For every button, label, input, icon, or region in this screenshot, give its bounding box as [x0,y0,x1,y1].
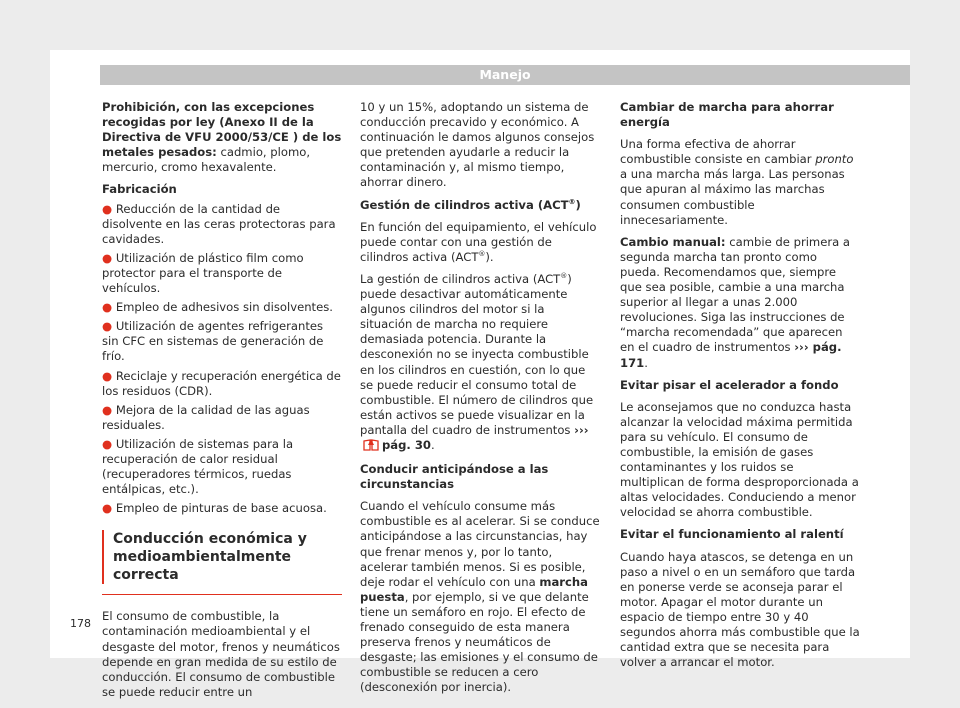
list-item-text: Mejora de la calidad de las aguas residuales. [102,402,310,432]
page-reference-link[interactable]: ››› pág. 171 [620,340,842,370]
bullet-dot-icon: ● [102,201,113,216]
anticipation-heading: Conducir anticipándose a las circunstancias [360,462,549,492]
fabrication-heading: Fabricación [102,182,177,197]
heavy-metals-paragraph [102,100,342,175]
list-item-text: Utilización de sistemas para la recuperación de calor residual (recuperadores térmicos, ruedas entálpicas, etc.). [102,436,294,497]
list-item-text: Empleo de pinturas de base acuosa. [115,501,327,516]
accelerator-heading: Evitar pisar el acelerador a fondo [620,377,839,392]
bullet-dot-icon: ● [102,319,113,334]
paragraph: Cuando haya atascos, se detenga en un paso a nivel o en un semáforo que tarda en ponerse verde se aconseja parar el motor. Apagar el motor durante un espacio de tiempo entre 30 y 40 segundos ahorra más combustible que la cantidad extra que se necesita para volver a arrancar el motor. [620,549,860,670]
list-item [102,319,342,364]
paragraph: Cuando el vehículo consume más combustible es al acelerar. Si se conduce anticipándose a las circunstancias, hay que frenar menos y, por lo tanto, acelerar también menos. Si es posible, deje rodar el vehículo con una marcha puesta, por ejemplo, si ve que delante tiene un semáforo en rojo. El efecto de frenado conseguido de esta manera preserva frenos y neumáticos de desgaste; las emisiones y el consumo de combustible se reducen a cero (desconexión por inercia). [360,499,600,695]
paragraph: Una forma efectiva de ahorrar combustible consiste en cambiar pronto a una marcha más larga. Las personas que apuran al máximo las marchas consumen combustible innecesariamente. [620,137,854,227]
column-1 [102,100,342,707]
bullet-dot-icon: ● [102,436,113,451]
list-item-text: Utilización de plástico film como protector para el transporte de vehículos. [102,250,304,296]
bullet-dot-icon: ● [102,250,113,265]
list-item [102,251,342,296]
list-item-text: Empleo de adhesivos sin disolventes. [115,300,333,315]
paragraph: La gestión de cilindros activa (ACT®) puede desactivar automáticamente algunos cilindros del motor si la situación de marcha no requiere demasiada potencia. Durante la desconexión no se inyecta combustible en los cilindros en cuestión, con lo que se puede reducir el consumo total de combustible. El número de cilindros que están activos se puede visualizar en la pantalla del cuadro de instrumentos ›››pág. 30. [360,272,600,455]
bullet-dot-icon: ● [102,300,113,315]
column-3 [620,100,860,677]
list-item [102,202,342,247]
chapter-header: Manejo [100,65,910,85]
act-heading: Gestión de cilindros activa (ACT®) [360,197,581,212]
section-paragraph: El consumo de combustible, la contaminación medioambiental y el desgaste del motor, frenos y neumáticos depende en gran medida de su estilo de conducción. El consumo de combustible se puede reducir entre un [102,609,340,699]
paragraph: Le aconsejamos que no conduzca hasta alcanzar la velocidad máxima permitida para su vehículo. El consumo de combustible, la emisión de gases contaminantes y los ruidos se multiplican de forma desproporcionada a altas velocidades. Conduciendo a menor velocidad se ahorra combustible. [620,399,859,520]
list-item [102,300,342,315]
list-item [102,403,342,433]
list-item [102,369,342,399]
bullet-dot-icon: ● [102,402,113,417]
list-item-text: Reducción de la cantidad de disolvente en las ceras protectoras para cavidades. [102,201,336,246]
paragraph: En función del equipamiento, el vehículo puede contar con una gestión de cilindros activa (ACT®). [360,219,597,264]
list-item-text: Utilización de agentes refrigerantes sin CFC en sistemas de generación de frío. [102,319,324,364]
page-reference-link[interactable]: ›››pág. 30 [360,423,589,452]
warning-book-icon [363,439,379,455]
column-2 [360,100,600,702]
manual-page [50,50,910,699]
bullet-dot-icon: ● [102,501,113,516]
bullet-dot-icon: ● [102,368,113,383]
list-item-text: Reciclaje y recuperación energética de los residuos (CDR). [102,368,341,398]
list-item [102,501,342,516]
heavy-metals-text: cadmio, plomo, mercurio, cromo hexavalente. [102,145,311,175]
heavy-metals-bold: Prohibición, con las excepciones recogidas por ley (Anexo II de la Directiva de VFU 2000/53/CE ) de los metales pesados: [102,100,342,160]
gear-heading: Cambiar de marcha para ahorrar energía [620,100,834,130]
paragraph: 10 y un 15%, adoptando un sistema de conducción precavido y económico. A continuación le damos algunos consejos que pretenden ayudarle a reducir la contaminación y, al mismo tiempo, ahorrar dinero. [360,100,595,190]
paragraph: Cambio manual: cambie de primera a segunda marcha tan pronto como pueda. Recomendamos que, siempre que sea posible, cambie a una marcha superior al llegar a unas 2.000 revoluciones. Siga las instrucciones de “marcha recomendada” que aparecen en el cuadro de instrumentos ››› pág. 171. [620,234,851,370]
page-number: 178 [70,617,91,630]
section-title: Conducción económica y medioambientalmente correcta [102,530,342,584]
section-header [102,530,342,595]
idle-heading: Evitar el funcionamiento al ralentí [620,527,844,542]
list-item [102,437,342,497]
